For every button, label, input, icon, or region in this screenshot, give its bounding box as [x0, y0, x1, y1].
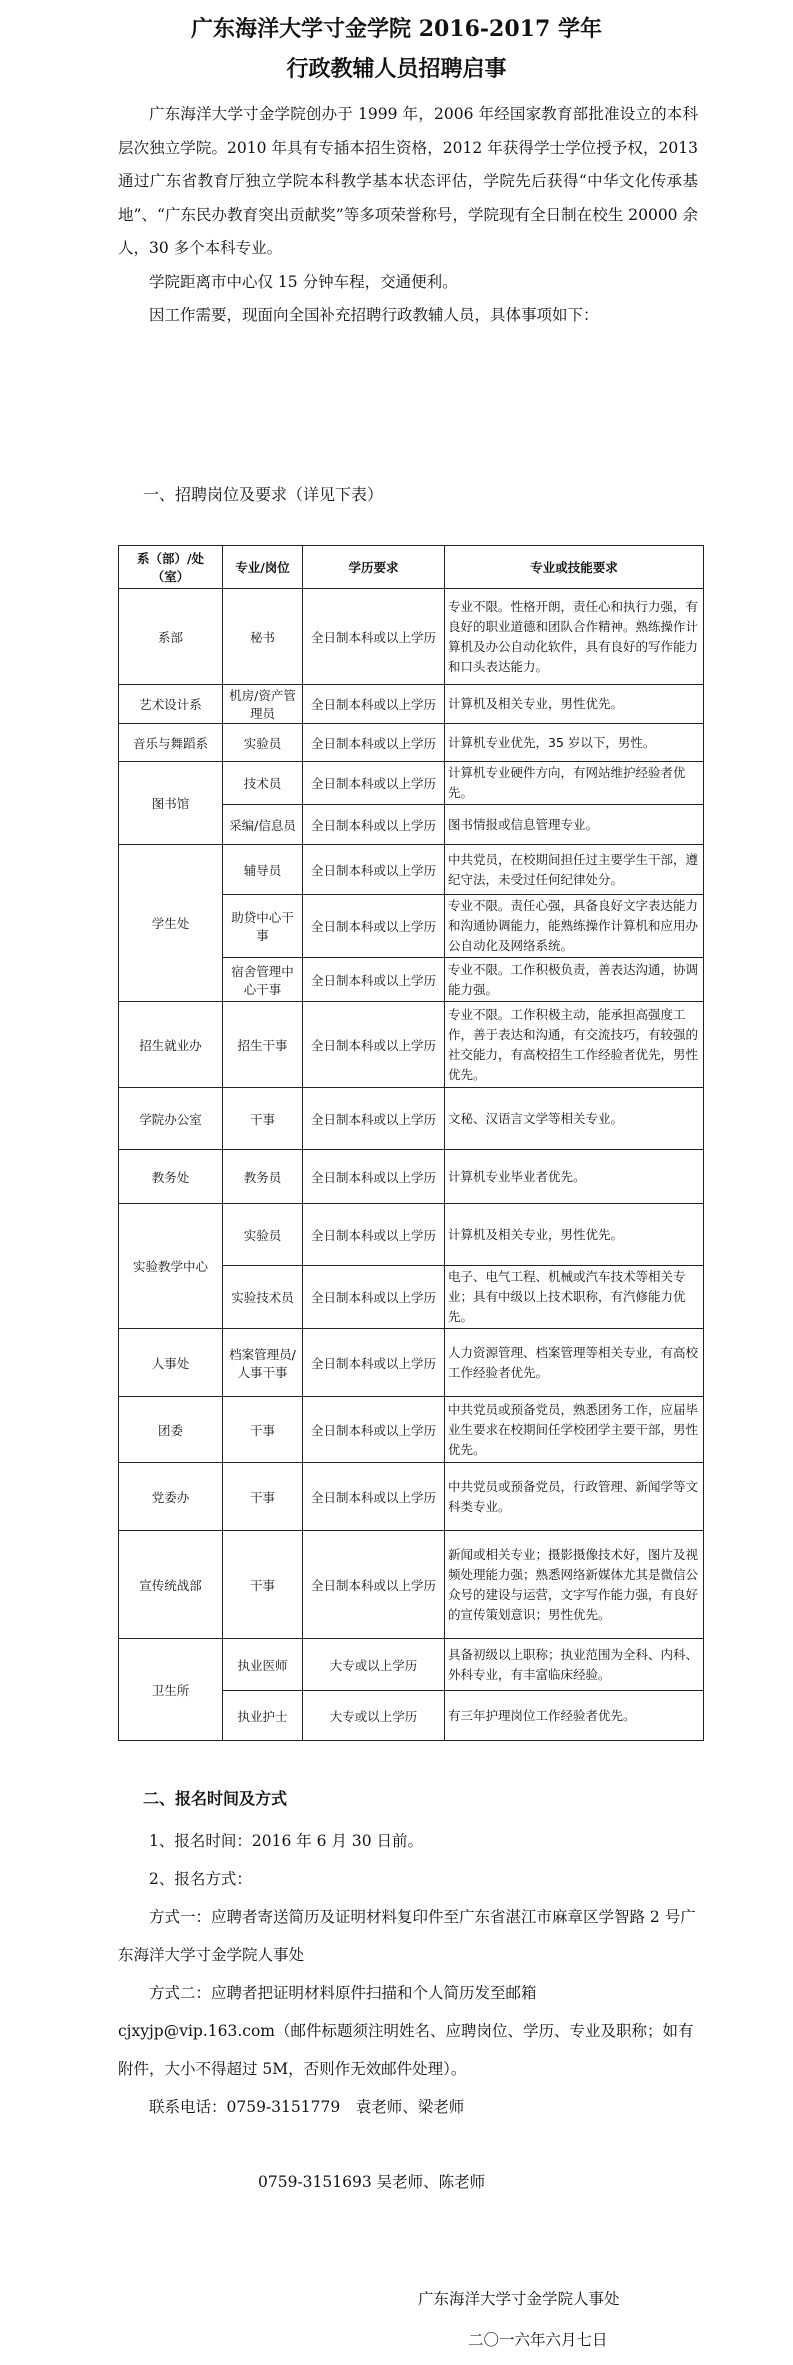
- table-row: [119, 724, 704, 762]
- cell-department: 宣传统战部: [119, 1531, 223, 1639]
- cell-education: 全日制本科或以上学历: [303, 1266, 445, 1329]
- cell-department: 团委: [119, 1397, 223, 1463]
- cell-education: 全日制本科或以上学历: [303, 845, 445, 895]
- cell-requirements: 中共党员或预备党员，熟悉团务工作，应届毕业生要求在校期间任学校团学主要干部，男性优先。: [445, 1397, 704, 1463]
- cell-position: 秘书: [223, 589, 303, 685]
- table-header-row: [119, 546, 704, 589]
- contact-line-2: 0759-3151693 吴老师、陈老师: [258, 2173, 486, 2191]
- cell-department: 党委办: [119, 1463, 223, 1531]
- cell-department: 图书馆: [119, 762, 223, 845]
- table-row: [119, 845, 704, 895]
- cell-education: 全日制本科或以上学历: [303, 589, 445, 685]
- cell-requirements: 图书情报或信息管理专业。: [445, 805, 704, 845]
- cell-position: 干事: [223, 1463, 303, 1531]
- cell-requirements: 中共党员或预备党员，行政管理、新闻学等文科类专业。: [445, 1463, 704, 1531]
- cell-requirements: 计算机及相关专业，男性优先。: [445, 685, 704, 724]
- cell-requirements: 专业不限。工作积极负责，善表达沟通，协调能力强。: [445, 958, 704, 1002]
- cell-position: 档案管理员/人事干事: [223, 1329, 303, 1397]
- cell-department: 人事处: [119, 1329, 223, 1397]
- cell-education: 全日制本科或以上学历: [303, 1204, 445, 1266]
- cell-department: 学生处: [119, 845, 223, 1002]
- cell-department: 招生就业办: [119, 1002, 223, 1088]
- cell-position: 宿舍管理中心干事: [223, 958, 303, 1002]
- cell-requirements: 专业不限。性格开朗，责任心和执行力强，有良好的职业道德和团队合作精神。熟练操作计算机及办公自动化软件，具有良好的写作能力和口头表达能力。: [445, 589, 704, 685]
- cell-department: 教务处: [119, 1150, 223, 1204]
- cell-education: 全日制本科或以上学历: [303, 762, 445, 805]
- table-row: [119, 1463, 704, 1531]
- cell-requirements: 具备初级以上职称；执业范围为全科、内科、外科专业，有丰富临床经验。: [445, 1639, 704, 1691]
- cell-requirements: 专业不限。责任心强，具备良好文字表达能力和沟通协调能力，能熟练操作计算机和应用办公自动化及网络系统。: [445, 895, 704, 958]
- registration-time: 1、报名时间：2016 年 6 月 30 日前。: [149, 1832, 424, 1850]
- cell-position: 干事: [223, 1088, 303, 1150]
- table-row: [119, 589, 704, 685]
- cell-position: 辅导员: [223, 845, 303, 895]
- cell-requirements: 计算机专业优先，35 岁以下，男性。: [445, 724, 704, 762]
- cell-position: 干事: [223, 1397, 303, 1463]
- intro-section: [118, 98, 698, 333]
- intro-paragraph-3: 因工作需要，现面向全国补充招聘行政教辅人员，具体事项如下：: [149, 306, 599, 324]
- section-heading-2: 二、报名时间及方式: [143, 1789, 288, 1808]
- cell-education: 全日制本科或以上学历: [303, 958, 445, 1002]
- cell-education: 全日制本科或以上学历: [303, 685, 445, 724]
- job-table: [118, 545, 704, 1741]
- table-row: [119, 1639, 704, 1691]
- cell-education: 全日制本科或以上学历: [303, 1329, 445, 1397]
- method-one: 方式一：应聘者寄送简历及证明材料复印件至广东省湛江市麻章区学智路 2 号广东海洋大学寸金学院人事处: [118, 1908, 696, 1964]
- cell-department: 音乐与舞蹈系: [119, 724, 223, 762]
- cell-requirements: 电子、电气工程、机械或汽车技术等相关专业；具有中级以上技术职称，有汽修能力优先。: [445, 1266, 704, 1329]
- cell-requirements: 计算机专业硬件方向，有网站维护经验者优先。: [445, 762, 704, 805]
- cell-education: 全日制本科或以上学历: [303, 895, 445, 958]
- cell-education: 全日制本科或以上学历: [303, 1002, 445, 1088]
- intro-paragraph-2: 学院距离市中心仅 15 分钟车程，交通便利。: [149, 272, 458, 291]
- cell-education: 全日制本科或以上学历: [303, 1463, 445, 1531]
- cell-education: 大专或以上学历: [303, 1639, 445, 1691]
- cell-department: 系部: [119, 589, 223, 685]
- cell-position: 教务员: [223, 1150, 303, 1204]
- cell-position: 实验技术员: [223, 1266, 303, 1329]
- table-row: [119, 685, 704, 724]
- cell-education: 全日制本科或以上学历: [303, 805, 445, 845]
- page-title-line2: 行政教辅人员招聘启事: [286, 56, 507, 82]
- cell-requirements: 计算机专业毕业者优先。: [445, 1150, 704, 1204]
- cell-position: 实验员: [223, 1204, 303, 1266]
- page-title-line1: 广东海洋大学寸金学院 2016-2017 学年: [191, 16, 602, 42]
- cell-position: 技术员: [223, 762, 303, 805]
- cell-position: 干事: [223, 1531, 303, 1639]
- cell-education: 大专或以上学历: [303, 1691, 445, 1741]
- cell-requirements: 专业不限。工作积极主动，能承担高强度工作，善于表达和沟通，有交流技巧，有较强的社交能力，有高校招生工作经验者优先，男性优先。: [445, 1002, 704, 1088]
- cell-requirements: 新闻或相关专业；摄影摄像技术好，图片及视频处理能力强；熟悉网络新媒体尤其是微信公众号的建设与运营，文字写作能力强，有良好的宣传策划意识；男性优先。: [445, 1531, 704, 1639]
- cell-education: 全日制本科或以上学历: [303, 1088, 445, 1150]
- cell-department: 卫生所: [119, 1639, 223, 1741]
- signature-date: 二〇一六年六月七日: [468, 2331, 608, 2349]
- cell-position: 机房/资产管理员: [223, 685, 303, 724]
- cell-department: 学院办公室: [119, 1088, 223, 1150]
- registration-section: [118, 1822, 698, 2126]
- table-row: [119, 1531, 704, 1639]
- table-row: [119, 1204, 704, 1266]
- cell-requirements: 文秘、汉语言文学等相关专业。: [445, 1088, 704, 1150]
- section-heading-1: 一、招聘岗位及要求（详见下表）: [143, 485, 384, 504]
- header-dept: 系（部）/处（室）: [119, 546, 223, 589]
- cell-education: 全日制本科或以上学历: [303, 1531, 445, 1639]
- registration-method: 2、报名方式：: [149, 1870, 252, 1888]
- cell-requirements: 计算机及相关专业，男性优先。: [445, 1204, 704, 1266]
- cell-position: 采编/信息员: [223, 805, 303, 845]
- table-row: [119, 1088, 704, 1150]
- cell-department: 艺术设计系: [119, 685, 223, 724]
- header-requirements: 专业或技能要求: [445, 546, 704, 589]
- cell-position: 执业护士: [223, 1691, 303, 1741]
- cell-position: 实验员: [223, 724, 303, 762]
- table-row: [119, 1329, 704, 1397]
- cell-requirements: 人力资源管理、档案管理等相关专业，有高校工作经验者优先。: [445, 1329, 704, 1397]
- header-position: 专业/岗位: [223, 546, 303, 589]
- cell-requirements: 有三年护理岗位工作经验者优先。: [445, 1691, 704, 1741]
- table-row: [119, 1150, 704, 1204]
- method-two: 方式二：应聘者把证明材料原件扫描和个人简历发至邮箱 cjxyjp@vip.163.com（邮件标题须注明姓名、应聘岗位、学历、专业及职称；如有附件，大小不得超过 5M，否则作无效邮件处理）。: [118, 1984, 694, 2078]
- cell-education: 全日制本科或以上学历: [303, 724, 445, 762]
- cell-education: 全日制本科或以上学历: [303, 1150, 445, 1204]
- table-row: [119, 1397, 704, 1463]
- contact-line-1: 联系电话：0759-3151779 袁老师、梁老师: [149, 2098, 465, 2116]
- table-row: [119, 762, 704, 805]
- table-row: [119, 1002, 704, 1088]
- signature-org: 广东海洋大学寸金学院人事处: [418, 2290, 620, 2308]
- cell-department: 实验教学中心: [119, 1204, 223, 1329]
- cell-position: 执业医师: [223, 1639, 303, 1691]
- cell-position: 助贷中心干事: [223, 895, 303, 958]
- cell-position: 招生干事: [223, 1002, 303, 1088]
- cell-requirements: 中共党员，在校期间担任过主要学生干部，遵纪守法，未受过任何纪律处分。: [445, 845, 704, 895]
- cell-education: 全日制本科或以上学历: [303, 1397, 445, 1463]
- intro-paragraph-1: 广东海洋大学寸金学院创办于 1999 年，2006 年经国家教育部批准设立的本科层次独立学院。2010 年具有专插本招生资格，2012 年获得学士学位授予权，2013 通过广东省教育厅独立学院本科教学基本状态评估，学院先后获得“中华文化传承基地”、“广东民办教育突出贡献奖”等多项荣誉称号，学院现有全日制在校生 20000 余人，30 多个本科专业。: [118, 105, 698, 257]
- header-education: 学历要求: [303, 546, 445, 589]
